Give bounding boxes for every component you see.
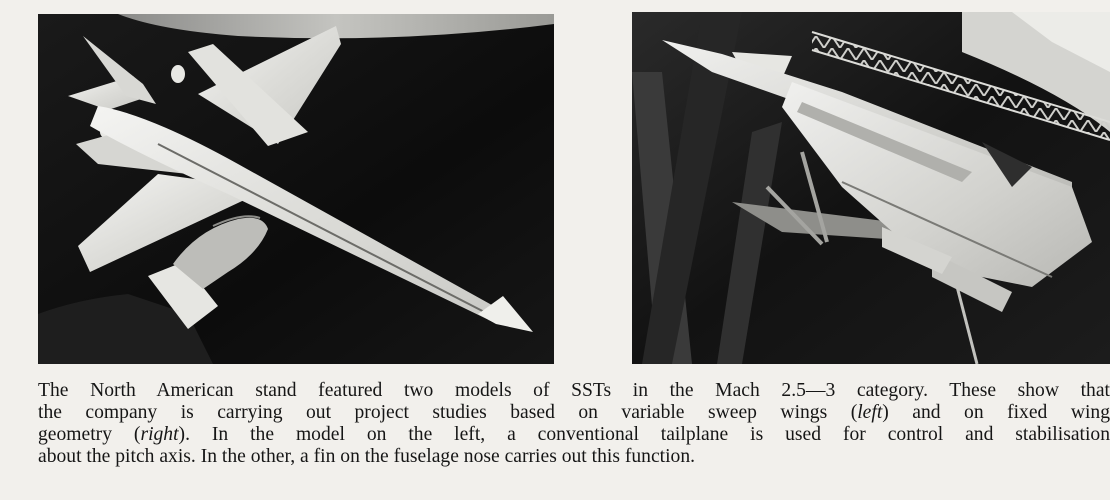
photo-caption [38,380,1110,468]
photo-left-variable-sweep-model [38,14,554,364]
caption-line-3 [38,424,1110,446]
caption-line-2-before: the company is carrying out project studies based on variable sweep wings ( [38,402,858,423]
photo-right-fixed-wing-model [632,12,1110,364]
caption-line-3-after: ). In the model on the left, a conventional tailplane is used for control and stabilisation [178,424,1110,445]
caption-line-2-em: left [857,402,883,423]
caption-line-4: about the pitch axis. In the other, a fin on the fuselage nose carries out this function. [38,446,696,467]
caption-line-2-after: ) and on fixed wing [882,402,1110,423]
caption-line-3-before: geometry ( [38,424,141,445]
caption-line-2 [38,402,1110,424]
caption-line-1: The North American stand featured two models of SSTs in the Mach 2.5—3 category. These show that [38,380,1110,401]
caption-line-3-em: right [140,424,179,445]
